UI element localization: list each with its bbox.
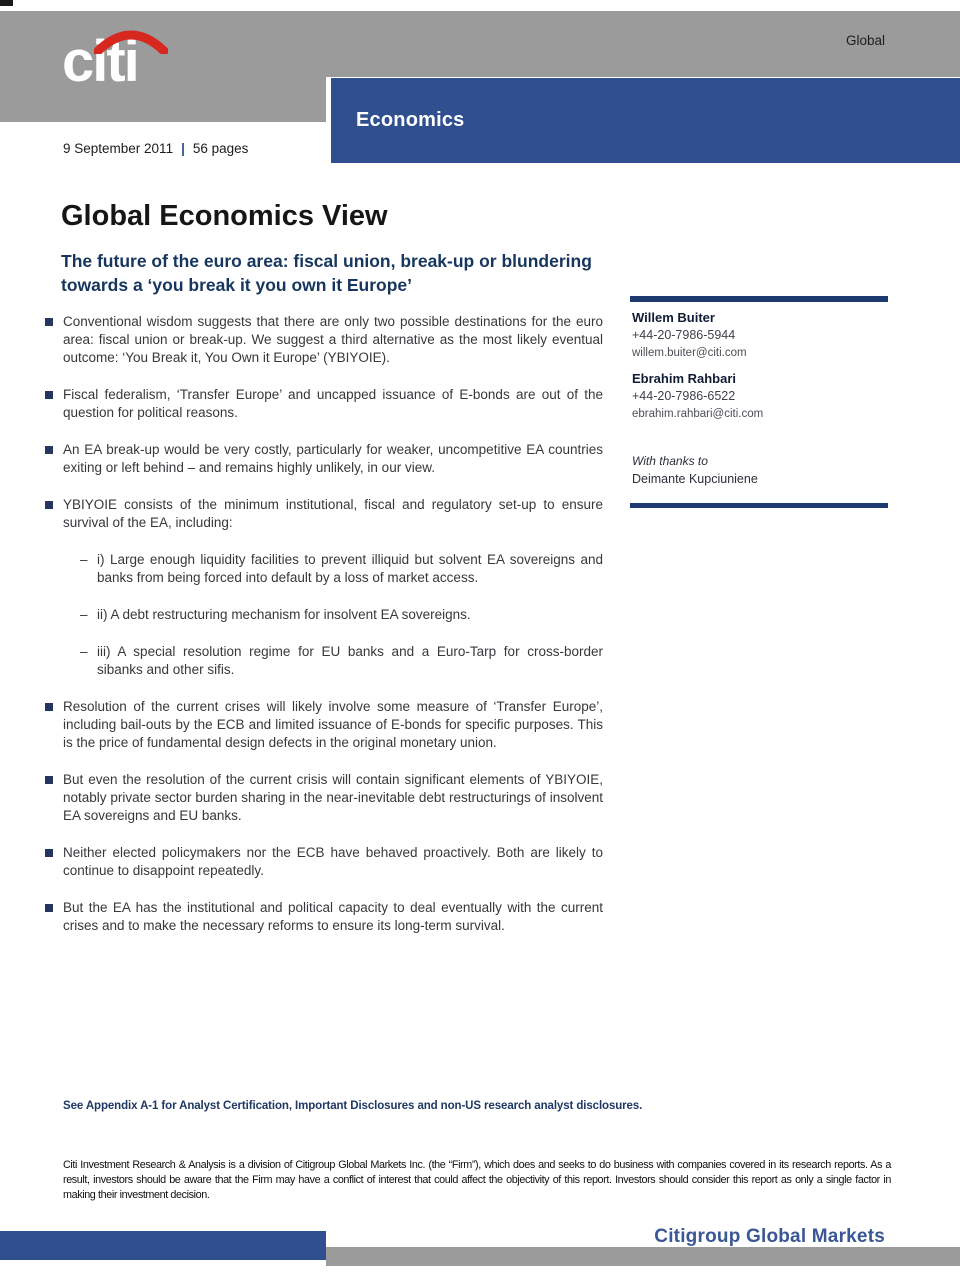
author-name: Willem Buiter: [632, 310, 715, 325]
author-name: Ebrahim Rahbari: [632, 371, 737, 386]
region-label: Global: [845, 33, 885, 48]
sub-bullet-item: [80, 643, 604, 679]
square-bullet-icon: [45, 501, 53, 509]
footer-gray-bar: [326, 1247, 960, 1266]
bullet-item: [45, 441, 604, 477]
sidebar-rule-top: [630, 296, 888, 302]
citi-logo: [62, 24, 242, 114]
section-banner: [331, 78, 960, 163]
subtitle-line-1: The future of the euro area: fiscal union, break-up or blundering: [61, 251, 592, 271]
section-banner-label: Economics: [356, 109, 465, 131]
square-bullet-icon: [45, 446, 53, 454]
dash-bullet-icon: –: [80, 644, 88, 659]
bullet-item: [45, 496, 604, 532]
square-bullet-icon: [45, 318, 53, 326]
page-count: 56 pages: [192, 141, 249, 156]
bullet-item: [45, 844, 604, 880]
sub-bullet-item: [80, 606, 604, 624]
bullet-item: [45, 698, 604, 752]
bullet-text: ii) A debt restructuring mechanism for insolvent EA sovereigns.: [97, 607, 471, 622]
bullet-text: But even the resolution of the current crisis will contain significant elements of YBIYOIE, notably private sector burden sharing in the near-inevitable debt restructurings of insolvent EA sovereigns and EU banks.: [63, 772, 603, 823]
square-bullet-icon: [45, 849, 53, 857]
bullet-text: iii) A special resolution regime for EU banks and a Euro-Tarp for cross-border sibanks and other sifis.: [97, 644, 603, 677]
report-date: 9 September 2011: [63, 141, 174, 156]
thanks-label: With thanks to: [632, 454, 708, 468]
subtitle-line-2: towards a ‘you break it you own it Europe’: [61, 275, 413, 295]
date-separator: |: [181, 141, 185, 156]
square-bullet-icon: [45, 703, 53, 711]
citi-arc-icon: [94, 30, 168, 54]
author-block: [632, 370, 888, 423]
author-list: [632, 309, 888, 431]
bullet-text: i) Large enough liquidity facilities to prevent illiquid but solvent EA sovereigns and banks from being forced into default by a loss of market access.: [97, 552, 603, 585]
author-block: [632, 309, 888, 362]
bullet-list: [45, 313, 604, 954]
report-subtitle: [61, 249, 621, 297]
author-email: willem.buiter@citi.com: [632, 347, 747, 359]
bullet-text: Neither elected policymakers nor the ECB have behaved proactively. Both are likely to continue to disappoint repeatedly.: [63, 845, 603, 878]
bullet-item: [45, 386, 604, 422]
acknowledgement: [632, 453, 888, 488]
square-bullet-icon: [45, 776, 53, 784]
scan-corner-mark: [0, 0, 13, 6]
bullet-text: YBIYOIE consists of the minimum institutional, fiscal and regulatory set-up to ensure survival of the EA, including:: [63, 497, 603, 530]
bullet-item: [45, 899, 604, 935]
author-phone: +44-20-7986-5944: [632, 328, 736, 342]
square-bullet-icon: [45, 904, 53, 912]
dash-bullet-icon: –: [80, 607, 88, 622]
author-phone: +44-20-7986-6522: [632, 389, 736, 403]
page-title: Global Economics View: [61, 200, 388, 232]
bullet-text: Fiscal federalism, ‘Transfer Europe’ and uncapped issuance of E-bonds are out of the question for political reasons.: [63, 387, 603, 420]
dash-bullet-icon: –: [80, 552, 88, 567]
bullet-item: [45, 771, 604, 825]
square-bullet-icon: [45, 391, 53, 399]
bullet-item: [45, 313, 604, 367]
bullet-text: But the EA has the institutional and political capacity to deal eventually with the current crises and to make the necessary reforms to ensure its long-term survival.: [63, 900, 603, 933]
sidebar-rule-bottom: [630, 503, 888, 508]
bullet-text: An EA break-up would be very costly, particularly for weaker, uncompetitive EA countries exiting or left behind – and remains highly unlikely, in our view.: [63, 442, 603, 475]
legal-disclaimer: Citi Investment Research & Analysis is a division of Citigroup Global Markets Inc. (the “Firm”), which does and seeks to do business with companies covered in its research reports. As a result, investors should be aware that the Firm may have a conflict of interest that could affect the objectivity of this report. Investors should consider this report as only a single factor in making their investment decision.: [63, 1159, 891, 1201]
bullet-text: Resolution of the current crises will likely involve some measure of ‘Transfer Europe’, including bail-outs by the ECB and limited issuance of E-bonds for specific purposes. This is the price of fundamental design defects in the original monetary union.: [63, 699, 603, 750]
thanks-name: Deimante Kupciuniene: [632, 472, 758, 486]
sub-bullet-item: [80, 551, 604, 587]
footer-blue-bar: [0, 1231, 326, 1260]
author-email: ebrahim.rahbari@citi.com: [632, 408, 764, 420]
citi-logo-text: citi: [62, 29, 138, 94]
footer-brand-label: Citigroup Global Markets: [654, 1226, 885, 1247]
appendix-note: See Appendix A-1 for Analyst Certification, Important Disclosures and non-US research analyst disclosures.: [63, 1100, 643, 1112]
date-row: [63, 141, 248, 156]
bullet-text: Conventional wisdom suggests that there are only two possible destinations for the euro area: fiscal union or break-up. We suggest a third alternative as the most likely eventual outcome: ‘You Break it, You Own it Europe’ (YBIYOIE).: [63, 314, 603, 365]
